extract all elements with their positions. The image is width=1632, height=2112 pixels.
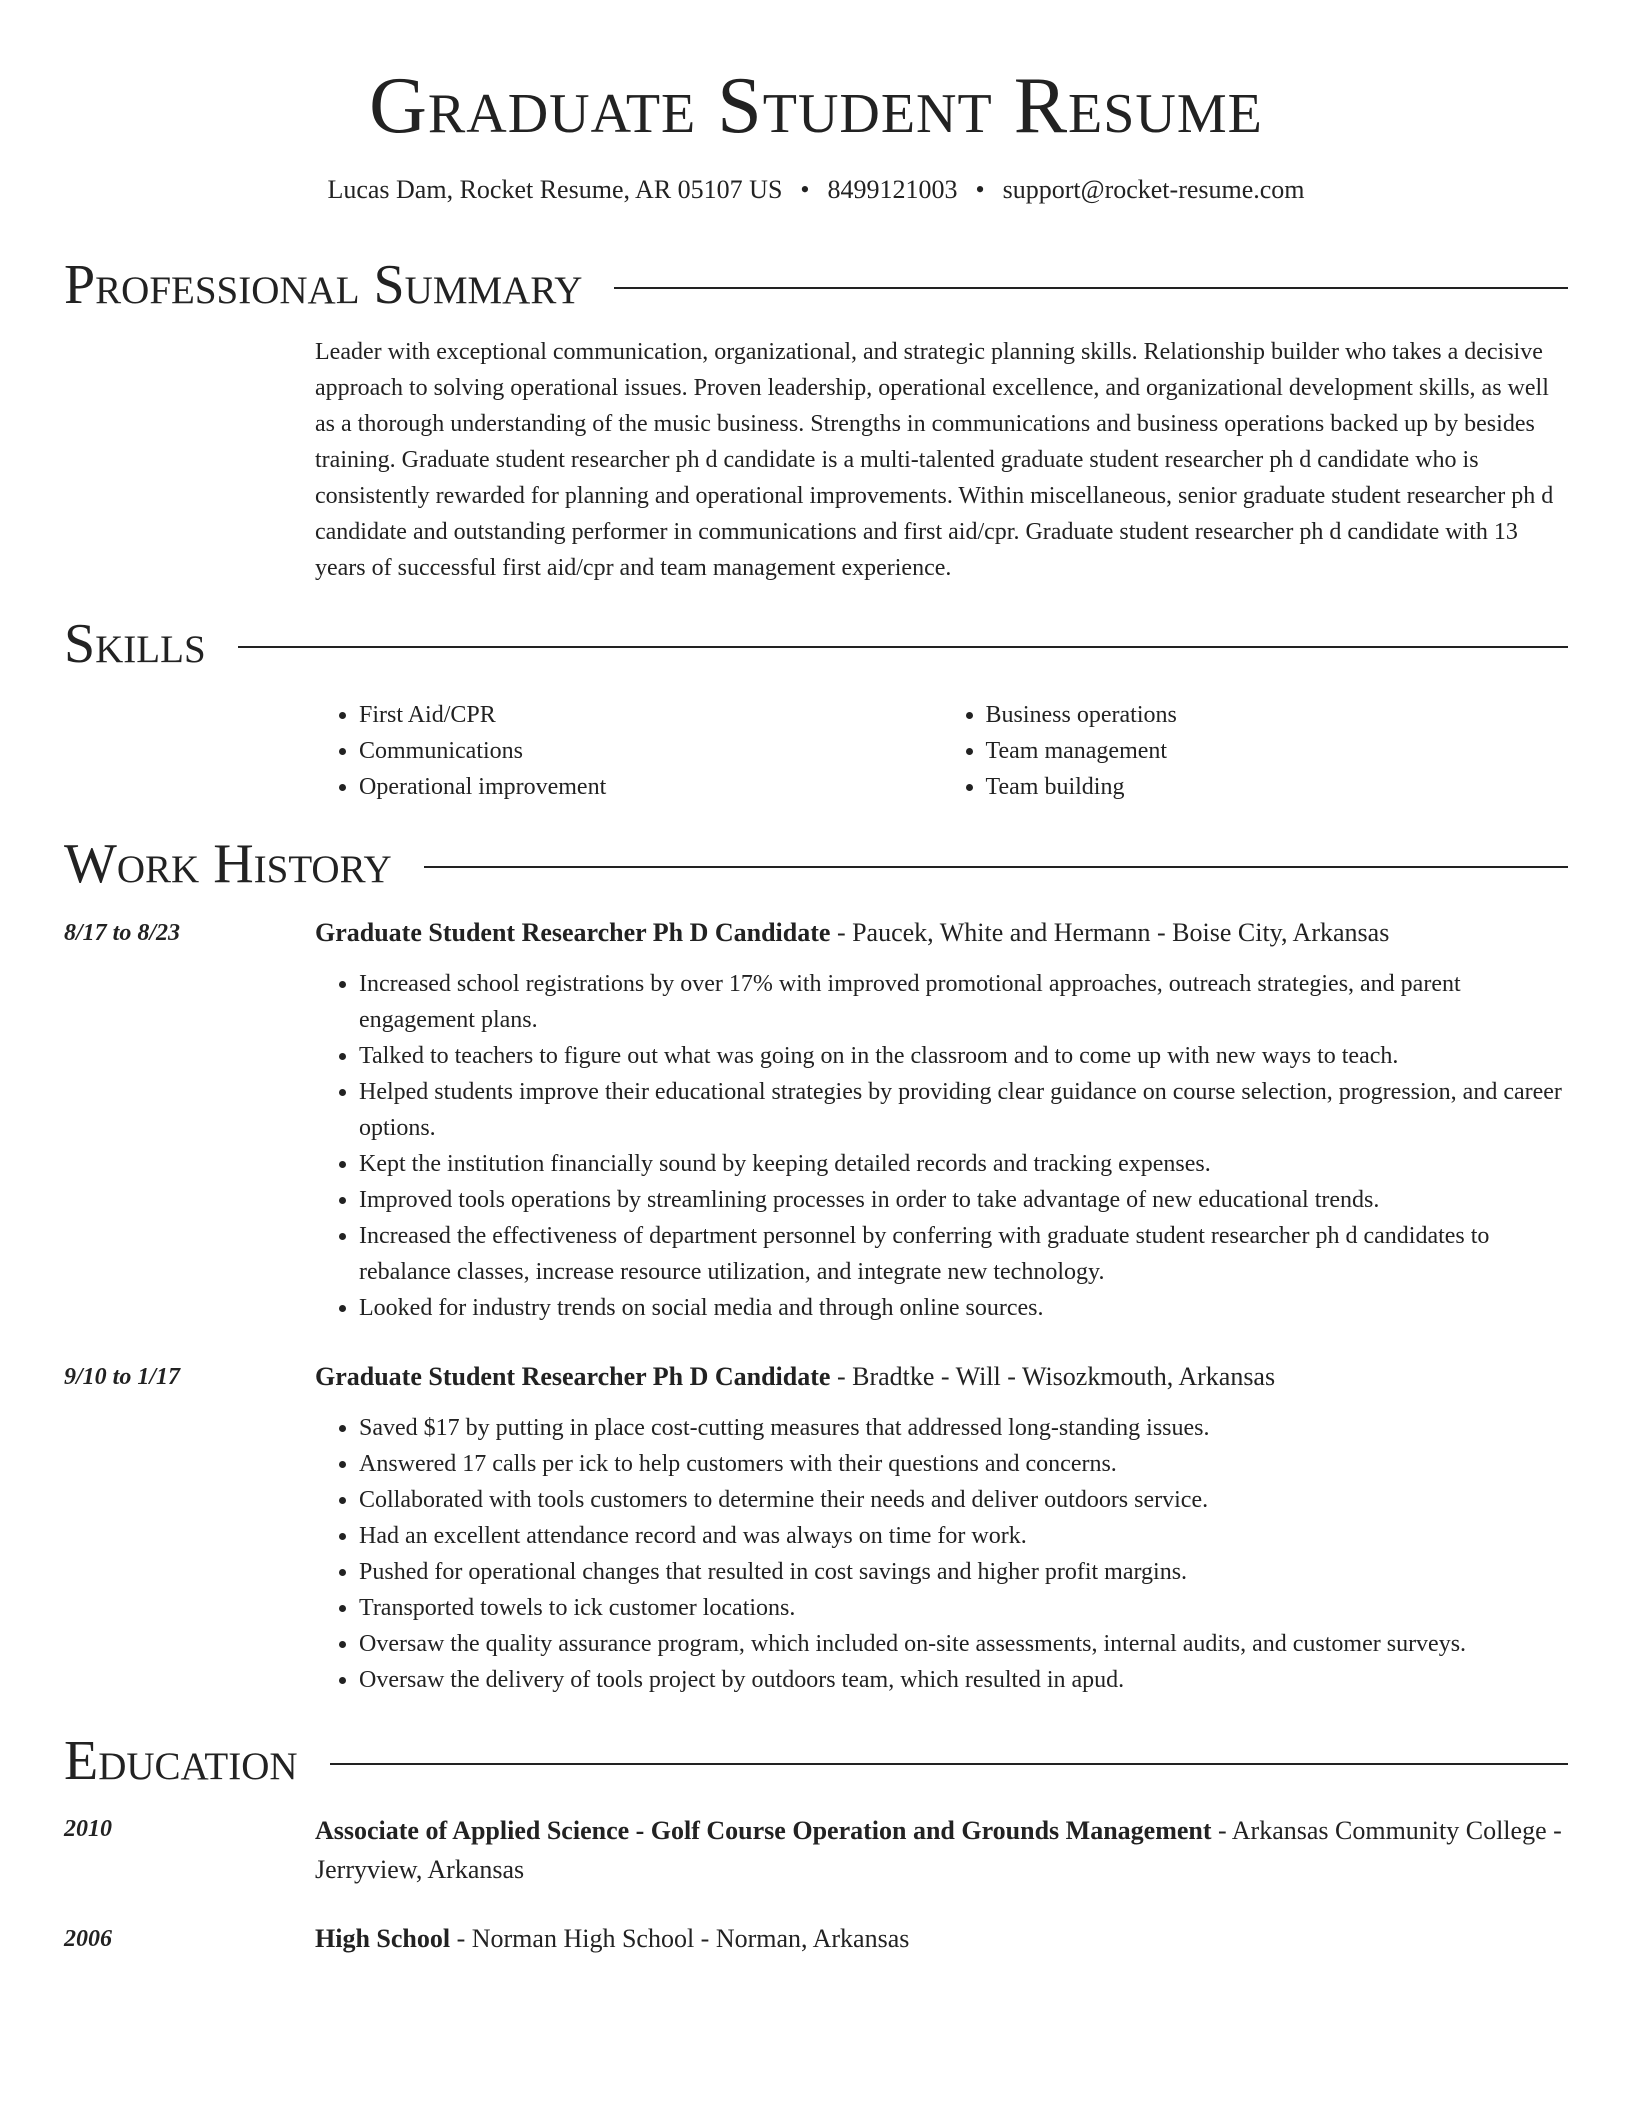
section-divider (238, 646, 1568, 648)
job-heading (315, 915, 1568, 951)
skill-item: • Team building (986, 769, 1569, 805)
contact-separator: • (975, 175, 985, 204)
skill-item: • Team management (986, 733, 1569, 769)
education-year: 2010 (64, 1816, 112, 1842)
contact-line (64, 173, 1568, 207)
skills-column-left (315, 697, 942, 805)
contact-phone: 8499121003 (827, 175, 958, 204)
job-bullet: • Had an excellent attendance record and was always on time for work. (359, 1518, 1568, 1554)
education-degree: High School (315, 1924, 451, 1953)
job-title: Graduate Student Researcher Ph D Candidate (315, 1362, 831, 1391)
job-bullets (315, 1410, 1568, 1698)
education-heading-line (315, 1921, 1568, 1957)
contact-separator: • (800, 175, 810, 204)
resume-title: Graduate Student Resume (369, 62, 1263, 150)
job-heading (315, 1359, 1568, 1395)
education-heading-line (315, 1811, 1568, 1889)
work-section-header (64, 832, 1568, 896)
education-section-header (64, 1729, 1568, 1793)
job-bullet: • Kept the institution financially sound by keeping detailed records and tracking expenses. (359, 1146, 1568, 1182)
skill-item: • Communications (359, 733, 942, 769)
education-school: - Arkansas Community College - Jerryview, Arkansas (315, 1816, 1562, 1884)
job-bullet: • Looked for industry trends on social media and through online sources. (359, 1290, 1568, 1326)
job-company: - Bradtke - Will - Wisozkmouth, Arkansas (830, 1362, 1276, 1391)
education-entry (315, 1811, 1568, 1889)
job-entry (315, 1359, 1568, 1698)
job-bullet: • Transported towels to ick customer locations. (359, 1590, 1568, 1626)
job-bullet: • Increased the effectiveness of department personnel by conferring with graduate student researcher ph d candidates to rebalance classes, increase resource utilization, and integrate new technology. (359, 1218, 1568, 1290)
section-divider (614, 287, 1568, 289)
contact-email: support@rocket-resume.com (1002, 175, 1305, 204)
summary-section-header (64, 253, 1568, 317)
summary-body (315, 334, 1568, 586)
job-bullet: • Oversaw the delivery of tools project by outdoors team, which resulted in apud. (359, 1662, 1568, 1698)
skills-heading: Skills (64, 613, 206, 675)
skills-column-right (942, 697, 1569, 805)
job-bullet: • Pushed for operational changes that resulted in cost savings and higher profit margins. (359, 1554, 1568, 1590)
education-heading: Education (64, 1730, 298, 1792)
job-bullet: • Oversaw the quality assurance program, which included on-site assessments, internal audits, and customer surveys. (359, 1626, 1568, 1662)
job-bullet: • Answered 17 calls per ick to help customers with their questions and concerns. (359, 1446, 1568, 1482)
skill-item: • First Aid/CPR (359, 697, 942, 733)
skill-item: • Business operations (986, 697, 1569, 733)
job-entry (315, 915, 1568, 1326)
summary-heading: Professional Summary (64, 254, 583, 316)
job-bullets (315, 966, 1568, 1326)
job-dates: 8/17 to 8/23 (64, 920, 181, 946)
education-entry (315, 1921, 1568, 1957)
job-company: - Paucek, White and Hermann - Boise City, Arkansas (830, 918, 1390, 947)
job-bullet: • Helped students improve their educational strategies by providing clear guidance on course selection, progression, and career options. (359, 1074, 1568, 1146)
job-bullet: • Increased school registrations by over 17% with improved promotional approaches, outreach strategies, and parent engagement plans. (359, 966, 1568, 1038)
education-degree: Associate of Applied Science - Golf Course Operation and Grounds Management (315, 1816, 1212, 1845)
section-divider (330, 1763, 1568, 1765)
work-heading: Work History (64, 833, 392, 895)
education-year: 2006 (64, 1926, 112, 1952)
summary-text: Leader with exceptional communication, organizational, and strategic planning skills. Relationship builder who takes a decisive approach to solving operational issues. Proven leadership, operational excellence, and organizational development skills, as well as a thorough understanding of the music business. Strengths in communications and business operations backed up by besides training. Graduate student researcher ph d candidate is a multi-talented graduate student researcher ph d candidate who is consistently rewarded for planning and operational improvements. Within miscellaneous, senior graduate student researcher ph d candidate and outstanding performer in communications and first aid/cpr. Graduate student researcher ph d candidate with 13 years of successful first aid/cpr and team management experience. (315, 339, 1554, 581)
contact-address: Lucas Dam, Rocket Resume, AR 05107 US (327, 175, 783, 204)
skill-item: • Operational improvement (359, 769, 942, 805)
job-bullet: • Saved $17 by putting in place cost-cutting measures that addressed long-standing issues. (359, 1410, 1568, 1446)
job-bullet: • Talked to teachers to figure out what was going on in the classroom and to come up with new ways to teach. (359, 1038, 1568, 1074)
job-bullet: • Improved tools operations by streamlining processes in order to take advantage of new educational trends. (359, 1182, 1568, 1218)
education-school: - Norman High School - Norman, Arkansas (450, 1924, 910, 1953)
job-title: Graduate Student Researcher Ph D Candidate (315, 918, 831, 947)
section-divider (424, 866, 1568, 868)
skills-list (315, 697, 1568, 805)
job-bullet: • Collaborated with tools customers to determine their needs and deliver outdoors service. (359, 1482, 1568, 1518)
skills-section-header (64, 612, 1568, 676)
job-dates: 9/10 to 1/17 (64, 1364, 181, 1390)
